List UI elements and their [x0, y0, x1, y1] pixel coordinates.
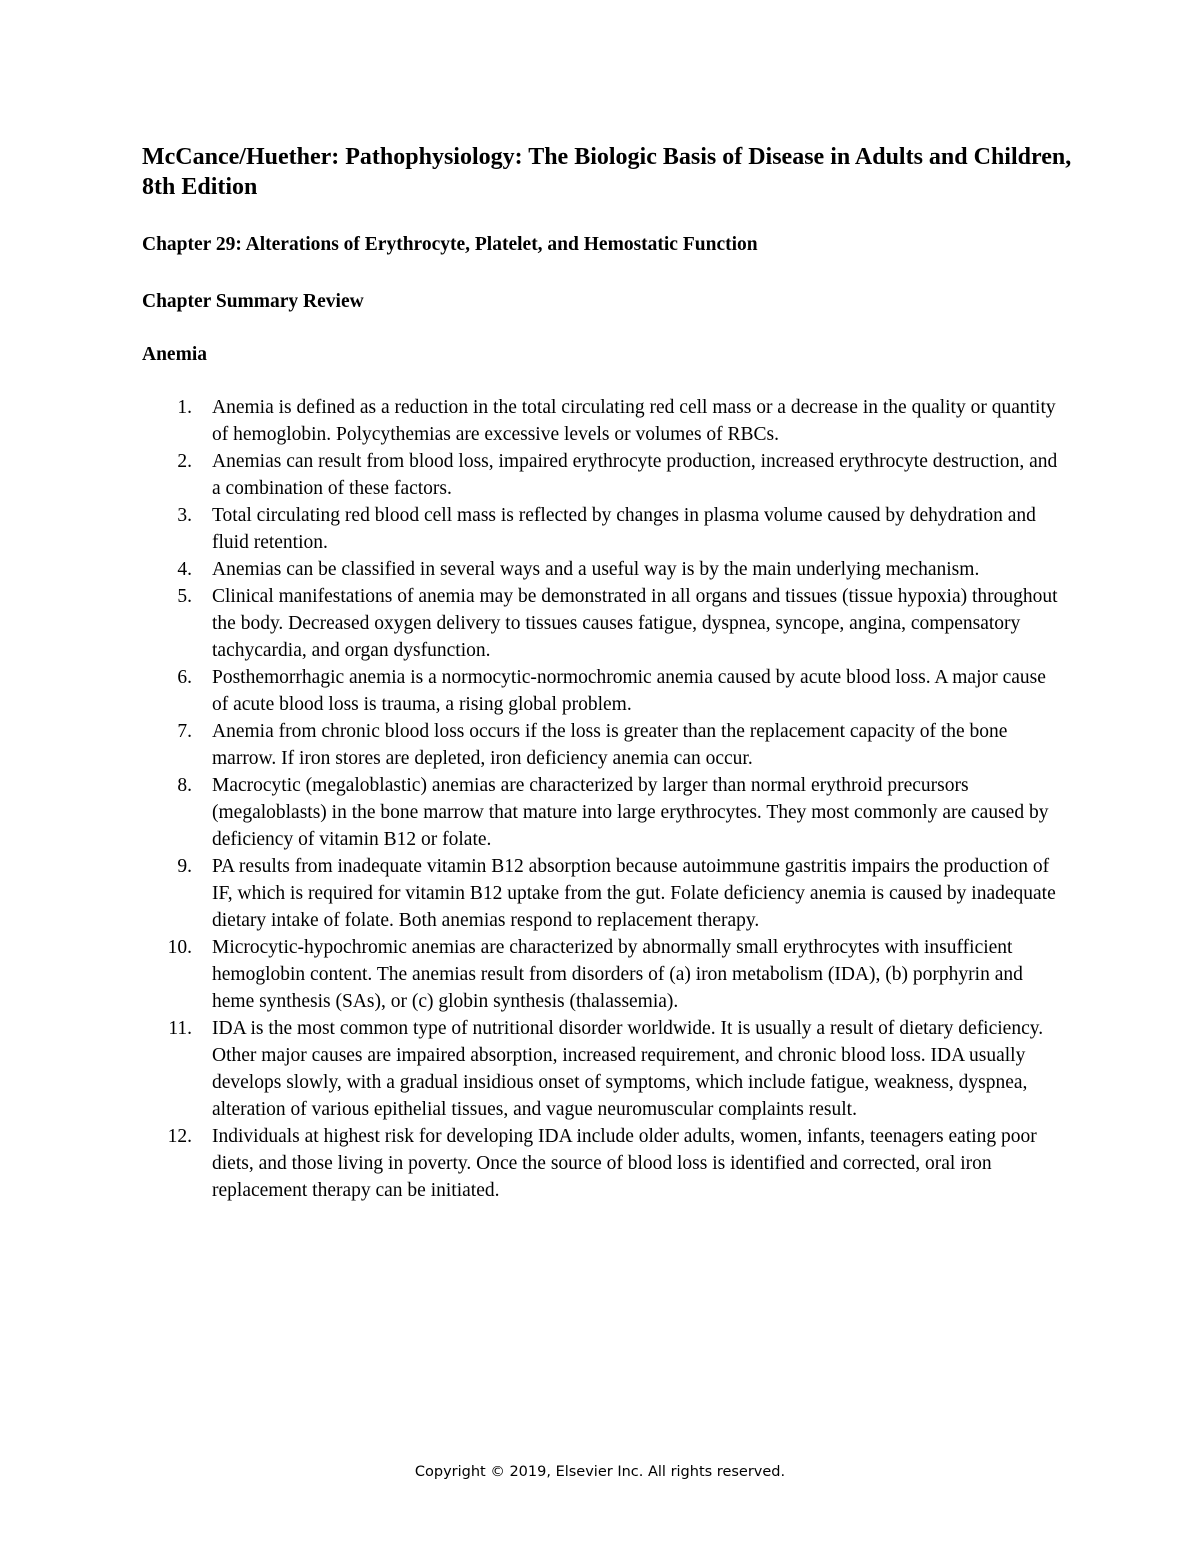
item-text: PA results from inadequate vitamin B12 absorption because autoimmune gastritis impairs the production of IF, which is required for vitamin B12 uptake from the gut. Folate deficiency anemia is caused by inadequate dietary intake of folate. Both anemias respond to replacement therapy. [212, 856, 1056, 931]
item-number: 2. [177, 451, 192, 472]
document-title: McCance/Huether: Pathophysiology: The Biologic Basis of Disease in Adults and Children, 8th Edition [142, 144, 1072, 200]
list-item [142, 664, 1067, 718]
list-item [142, 583, 1067, 664]
item-number: 10. [167, 937, 192, 958]
item-text: Anemias can result from blood loss, impaired erythrocyte production, increased erythrocyte destruction, and a combination of these factors. [212, 451, 1058, 499]
list-item [142, 718, 1067, 772]
summary-heading: Chapter Summary Review [142, 291, 364, 312]
item-text: Microcytic-hypochromic anemias are characterized by abnormally small erythrocytes with insufficient hemoglobin content. The anemias result from disorders of (a) iron metabolism (IDA), (b) porphyrin and heme synthesis (SAs), or (c) globin synthesis (thalassemia). [212, 937, 1023, 1012]
list-item [142, 394, 1067, 448]
item-text: Anemia from chronic blood loss occurs if the loss is greater than the replacement capacity of the bone marrow. If iron stores are depleted, iron deficiency anemia can occur. [212, 721, 1008, 769]
item-number: 4. [177, 559, 192, 580]
item-number: 6. [177, 667, 192, 688]
item-text: Total circulating red blood cell mass is reflected by changes in plasma volume caused by dehydration and fluid retention. [212, 505, 1036, 553]
list-item [142, 934, 1067, 1015]
item-number: 12. [167, 1126, 192, 1147]
list-item [142, 1123, 1067, 1204]
item-text: Anemia is defined as a reduction in the total circulating red cell mass or a decrease in the quality or quantity of hemoglobin. Polycythemias are excessive levels or volumes of RBCs. [212, 397, 1056, 445]
item-text: Posthemorrhagic anemia is a normocytic-normochromic anemia caused by acute blood loss. A major cause of acute blood loss is trauma, a rising global problem. [212, 667, 1046, 715]
item-number: 7. [177, 721, 192, 742]
item-number: 1. [177, 397, 192, 418]
item-text: Anemias can be classified in several ways and a useful way is by the main underlying mechanism. [212, 559, 980, 580]
item-text: Individuals at highest risk for developing IDA include older adults, women, infants, teenagers eating poor diets, and those living in poverty. Once the source of blood loss is identified and corrected, oral iron replacement therapy can be initiated. [212, 1126, 1037, 1201]
item-number: 8. [177, 775, 192, 796]
item-text: Macrocytic (megaloblastic) anemias are characterized by larger than normal erythroid precursors (megaloblasts) in the bone marrow that mature into large erythrocytes. They most commonly are caused by deficiency of vitamin B12 or folate. [212, 775, 1049, 850]
chapter-title: Chapter 29: Alterations of Erythrocyte, Platelet, and Hemostatic Function [142, 234, 758, 255]
item-number: 5. [177, 586, 192, 607]
item-number: 9. [177, 856, 192, 877]
copyright-footer: Copyright © 2019, Elsevier Inc. All rights reserved. [414, 1464, 786, 1480]
list-item [142, 1015, 1067, 1123]
list-item [142, 502, 1067, 556]
item-number: 11. [168, 1018, 192, 1039]
section-heading: Anemia [142, 344, 207, 365]
list-item [142, 448, 1067, 502]
item-text: IDA is the most common type of nutritional disorder worldwide. It is usually a result of dietary deficiency. Other major causes are impaired absorption, increased requirement, and chronic blood loss. IDA usually develops slowly, with a gradual insidious onset of symptoms, which include fatigue, weakness, dyspnea, alteration of various epithelial tissues, and vague neuromuscular complaints result. [212, 1018, 1044, 1120]
list-item [142, 772, 1067, 853]
list-item [142, 556, 1067, 583]
item-number: 3. [177, 505, 192, 526]
list-item [142, 853, 1067, 934]
summary-list [142, 394, 1067, 1204]
item-text: Clinical manifestations of anemia may be demonstrated in all organs and tissues (tissue hypoxia) throughout the body. Decreased oxygen delivery to tissues causes fatigue, dyspnea, syncope, angina, compensatory tachycardia, and organ dysfunction. [212, 586, 1058, 661]
